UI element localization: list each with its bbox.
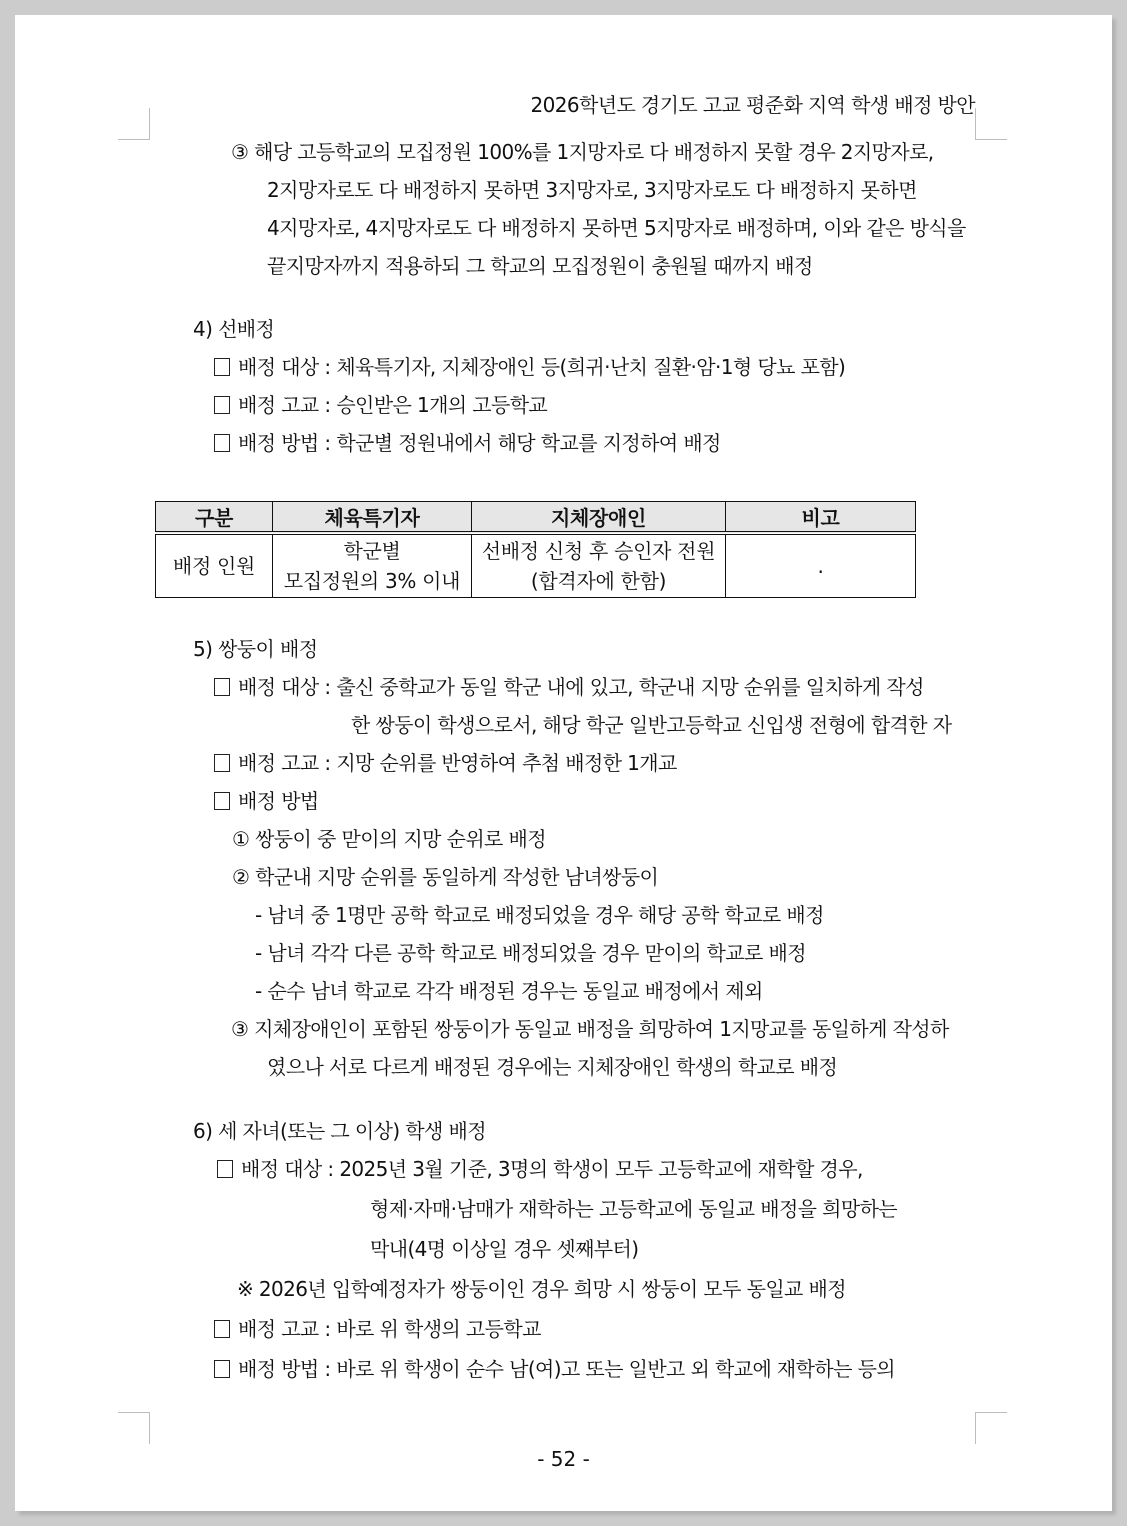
item-text: 출신 중학교가 동일 학군 내에 있고, 학군내 지망 순위를 일치하게 작성 — [336, 675, 924, 699]
item-text: 2025년 3월 기준, 3명의 학생이 모두 고등학교에 재학할 경우, — [339, 1157, 863, 1181]
continuation-line-2: 2지망자로도 다 배정하지 못하면 3지망자로, 3지망자로도 다 배정하지 못하면 — [267, 178, 917, 202]
method-item-3: ③ 지체장애인이 포함된 쌍둥이가 동일교 배정을 희망하여 1지망교를 동일하게 작성하 — [231, 1017, 949, 1041]
cell-text: (합격자에 한함) — [530, 569, 667, 593]
section-6-note: ※ 2026년 입학예정자가 쌍둥이인 경우 희망 시 쌍둥이 모두 동일교 배정 — [237, 1277, 846, 1301]
table-header-row — [156, 502, 916, 534]
header-category: 구분 — [156, 502, 273, 534]
checkbox-square-icon — [214, 434, 230, 452]
section-6-title: 6) 세 자녀(또는 그 이상) 학생 배정 — [193, 1119, 486, 1143]
section-5-target — [214, 673, 924, 701]
item-label: 배정 대상 : — [238, 675, 331, 699]
cell-text: 모집정원의 3% 이내 — [283, 569, 461, 593]
method-item-1: ① 쌍둥이 중 맏이의 지망 순위로 배정 — [232, 827, 546, 851]
item-label: 배정 대상 : — [241, 1157, 334, 1181]
section-4-item-method — [214, 429, 721, 457]
item-label: 배정 고교 : — [238, 393, 331, 417]
item-text: 지망 순위를 반영하여 추첨 배정한 1개교 — [336, 751, 677, 775]
crop-mark-top-right — [975, 108, 1007, 140]
checkbox-square-icon — [214, 1360, 230, 1378]
method-subitem-3: - 순수 남녀 학교로 각각 배정된 경우는 동일교 배정에서 제외 — [255, 979, 763, 1003]
cell-label: 배정 인원 — [156, 533, 273, 598]
method-item-2: ② 학군내 지망 순위를 동일하게 작성한 남녀쌍둥이 — [232, 865, 659, 889]
method-item-3-cont: 였으나 서로 다르게 배정된 경우에는 지체장애인 학생의 학교로 배정 — [267, 1055, 838, 1079]
checkbox-square-icon — [214, 792, 230, 810]
section-6-target-cont-1: 형제·자매·남매가 재학하는 고등학교에 동일교 배정을 희망하는 — [370, 1197, 898, 1221]
crop-mark-top-left — [118, 108, 150, 140]
item-label: 배정 방법 : — [238, 431, 331, 455]
item-label: 배정 고교 : — [238, 1317, 331, 1341]
running-header: 2026학년도 경기도 고교 평준화 지역 학생 배정 방안 — [530, 93, 975, 117]
crop-mark-bottom-left — [118, 1412, 150, 1444]
item-text: 학군별 정원내에서 해당 학교를 지정하여 배정 — [336, 431, 721, 455]
method-subitem-1: - 남녀 중 1명만 공학 학교로 배정되었을 경우 해당 공학 학교로 배정 — [255, 903, 824, 927]
section-6-target-cont-2: 막내(4명 이상일 경우 셋째부터) — [370, 1237, 639, 1261]
cell-text: 학군별 — [343, 539, 401, 563]
pre-allocation-table — [155, 501, 916, 598]
item-label: 배정 대상 : — [238, 355, 331, 379]
method-subitem-2: - 남녀 각각 다른 공학 학교로 배정되었을 경우 맏이의 학교로 배정 — [255, 941, 806, 965]
checkbox-square-icon — [214, 678, 230, 696]
item-label: 배정 방법 : — [238, 1357, 331, 1381]
checkbox-square-icon — [214, 1320, 230, 1338]
crop-mark-bottom-right — [975, 1412, 1007, 1444]
cell-note: . — [726, 533, 916, 598]
section-6-target — [217, 1155, 863, 1183]
header-note: 비고 — [726, 502, 916, 534]
section-5-target-cont: 한 쌍둥이 학생으로서, 해당 학군 일반고등학교 신입생 전형에 합격한 자 — [351, 713, 952, 737]
section-6-school — [214, 1315, 541, 1343]
checkbox-square-icon — [217, 1160, 233, 1178]
cell-athlete — [273, 533, 472, 598]
item-text: 승인받은 1개의 고등학교 — [336, 393, 548, 417]
continuation-line-1: ③ 해당 고등학교의 모집정원 100%를 1지망자로 다 배정하지 못할 경우 2지망자로, — [231, 140, 934, 164]
checkbox-square-icon — [214, 396, 230, 414]
section-4-title: 4) 선배정 — [193, 317, 275, 341]
section-6-method — [214, 1355, 895, 1383]
item-label: 배정 고교 : — [238, 751, 331, 775]
section-5-title: 5) 쌍둥이 배정 — [193, 637, 318, 661]
checkbox-square-icon — [214, 358, 230, 376]
item-text: 체육특기자, 지체장애인 등(희귀·난치 질환·암·1형 당뇨 포함) — [336, 355, 846, 379]
section-5-method — [214, 787, 319, 815]
cell-disabled — [472, 533, 726, 598]
cell-text: 선배정 신청 후 승인자 전원 — [481, 539, 716, 563]
header-athlete: 체육특기자 — [273, 502, 472, 534]
continuation-line-4: 끝지망자까지 적용하되 그 학교의 모집정원이 충원될 때까지 배정 — [267, 254, 813, 278]
item-label: 배정 방법 — [238, 789, 319, 813]
item-text: 바로 위 학생의 고등학교 — [336, 1317, 541, 1341]
item-text: 바로 위 학생이 순수 남(여)고 또는 일반고 외 학교에 재학하는 등의 — [336, 1357, 896, 1381]
continuation-line-3: 4지망자로, 4지망자로도 다 배정하지 못하면 5지망자로 배정하며, 이와 같은 방식을 — [267, 216, 966, 240]
section-4-item-target — [214, 353, 845, 381]
section-4-item-school — [214, 391, 547, 419]
document-page — [15, 15, 1112, 1511]
checkbox-square-icon — [214, 754, 230, 772]
page-number: - 52 - — [537, 1447, 590, 1471]
section-5-school — [214, 749, 677, 777]
table-row — [156, 533, 916, 598]
header-disabled: 지체장애인 — [472, 502, 726, 534]
